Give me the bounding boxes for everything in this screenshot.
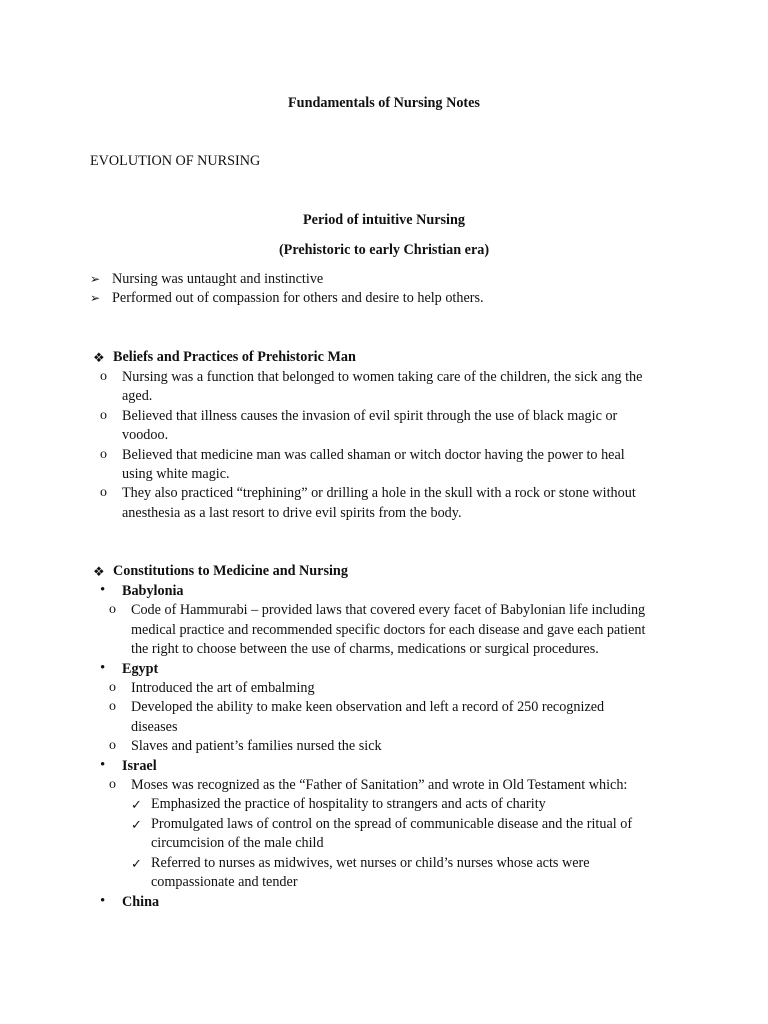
circle-bullet-icon: o xyxy=(109,777,116,793)
check-list xyxy=(131,795,720,892)
country-china: • China xyxy=(100,892,160,910)
list-item: ✓ Referred to nurses as midwives, wet nurses or child’s nurses whose acts were compassionate and tender xyxy=(131,854,590,891)
period-title: Period of intuitive Nursing xyxy=(303,212,465,228)
arrow-bullet-icon: ➢ xyxy=(90,272,101,286)
country-babylonia: • Babylonia xyxy=(100,582,184,599)
list-item: o Believed that medicine man was called shaman or witch doctor having the power to heal using white magic. xyxy=(100,446,625,483)
intro-list xyxy=(90,270,690,309)
circle-bullet-icon: o xyxy=(100,407,107,423)
list-item: ✓ Promulgated laws of control on the spread of communicable disease and the ritual of circumcision of the male child xyxy=(131,815,633,852)
circle-bullet-icon: o xyxy=(109,680,116,696)
diamond-bullet-icon: ❖ xyxy=(93,350,105,365)
diamond-bullet-icon: ❖ xyxy=(93,564,105,579)
list-item: o They also practiced “trephining” or drilling a hole in the skull with a rock or stone without anesthesia as a last resort to drive evil spirits from the body. xyxy=(100,485,636,521)
list-item: ➢ Performed out of compassion for others and desire to help others. xyxy=(90,289,690,308)
bullet-icon: • xyxy=(100,659,106,676)
circle-bullet-icon: o xyxy=(109,738,116,754)
circle-bullet-icon: o xyxy=(100,446,107,462)
document-title: Fundamentals of Nursing Notes xyxy=(288,95,480,111)
check-icon: ✓ xyxy=(131,855,142,871)
list-item: o Believed that illness causes the invasion of evil spirit through the use of black magic or voodoo. xyxy=(100,407,618,444)
check-icon: ✓ xyxy=(131,797,142,813)
constitutions-list xyxy=(100,582,720,912)
list-item: ✓ Emphasized the practice of hospitality to strangers and acts of charity xyxy=(131,795,720,814)
check-icon: ✓ xyxy=(131,816,142,832)
constitutions-heading: ❖ Constitutions to Medicine and Nursing xyxy=(93,562,348,581)
arrow-bullet-icon: ➢ xyxy=(90,291,101,306)
bullet-icon: • xyxy=(100,892,106,909)
country-egypt: • Egypt xyxy=(100,659,159,677)
list-item: o Nursing was a function that belonged to women taking care of the children, the sick ang the aged. xyxy=(100,369,643,405)
section-heading: EVOLUTION OF NURSING xyxy=(90,153,261,169)
bullet-icon: • xyxy=(100,582,106,598)
list-item: o Slaves and patient’s families nursed the sick xyxy=(109,738,382,755)
circle-bullet-icon: o xyxy=(109,699,116,715)
country-israel: • Israel xyxy=(100,756,157,774)
period-subtitle: (Prehistoric to early Christian era) xyxy=(278,242,490,258)
list-item: o Moses was recognized as the “Father of Sanitation” and wrote in Old Testament which: ✓ Emphasized the practice of hospitality to strangers and acts of charity ✓ Promulgated laws of control on the spread of communicable disease and the ritual of circumcision of the male child ✓ Referred to nurses as midwives, wet nurses or child’s nurses whose acts were compassionate and tender xyxy=(109,776,720,892)
bullet-icon: • xyxy=(100,756,106,773)
circle-bullet-icon: o xyxy=(100,485,107,501)
circle-bullet-icon: o xyxy=(109,602,116,618)
list-item: o Code of Hammurabi – provided laws that covered every facet of Babylonian life including medical practice and recommended specific doctors for each disease and gave each patient the right to choose between the use of charms, medications or surgical procedures. xyxy=(109,602,646,658)
list-item: o Developed the ability to make keen observation and left a record of 250 recognized diseases xyxy=(109,699,605,735)
beliefs-list xyxy=(100,368,700,523)
beliefs-heading: ❖ Beliefs and Practices of Prehistoric Man xyxy=(93,348,356,367)
list-item: o Introduced the art of embalming xyxy=(109,680,315,697)
circle-bullet-icon: o xyxy=(100,369,107,384)
list-item: ➢ Nursing was untaught and instinctive xyxy=(90,270,690,289)
